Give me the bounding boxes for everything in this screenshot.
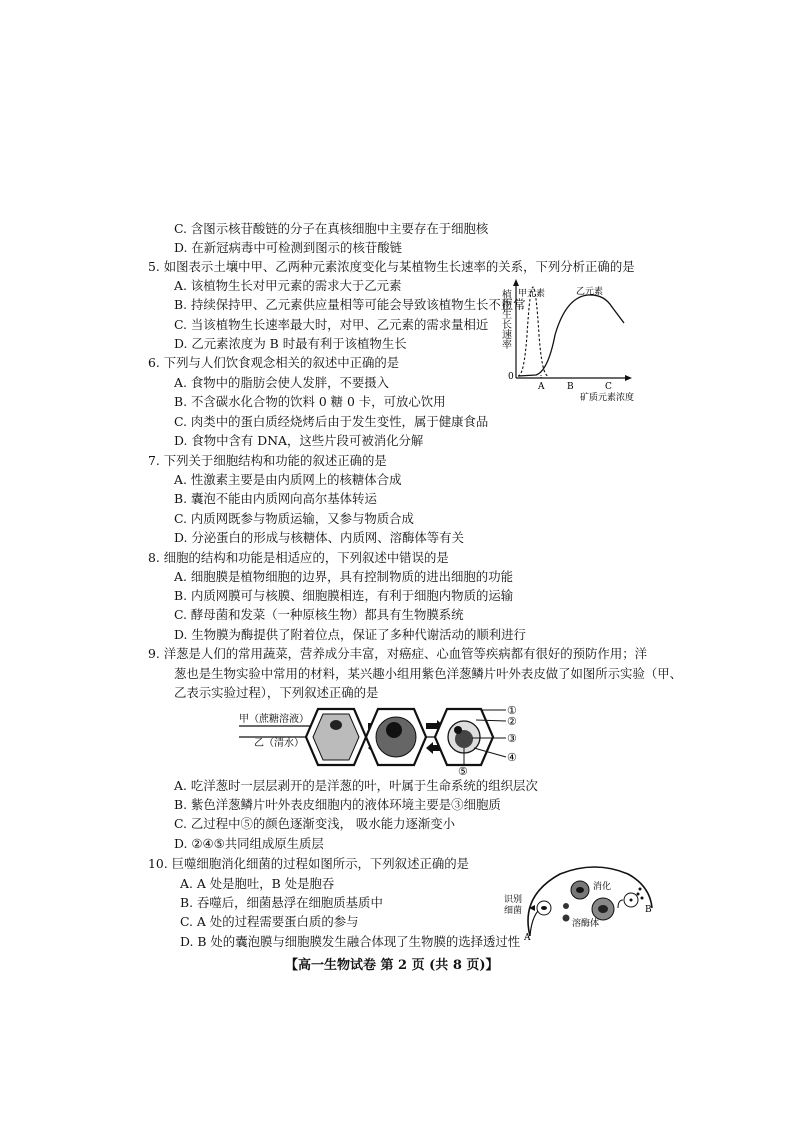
q9-option-d: D. ②④⑤共同组成原生质层: [174, 836, 324, 851]
q7-option-c: C. 内质网既参与物质运输，又参与物质合成: [174, 511, 414, 526]
figure-5-graph: [500, 275, 670, 405]
cell-2: [366, 709, 426, 765]
q7-option-d: D. 分泌蛋白的形成与核糖体、内质网、溶酶体等有关: [174, 530, 464, 545]
label-bacteria: 细菌: [504, 906, 523, 916]
q8-stem: 8. 细胞的结构和功能是相适应的，下列叙述中错误的是: [148, 550, 449, 565]
figure-10-macrophage: [500, 856, 665, 942]
page-footer: 【高一生物试卷 第 2 页 (共 8 页)】: [285, 958, 499, 973]
q5-option-a: A. 该植物生长对甲元素的需求大于乙元素: [174, 278, 402, 293]
marker-5: ⑤: [458, 765, 468, 776]
q10-option-d: D. B 处的囊泡膜与细胞膜发生融合体现了生物膜的选择透过性: [180, 934, 521, 949]
curve-jia-label: 甲元素: [518, 289, 546, 299]
q7-option-b: B. 囊泡不能由内质网向高尔基体转运: [174, 491, 377, 506]
label-yi: 乙（清水）: [254, 738, 304, 749]
tick-c: C: [605, 382, 612, 392]
q8-option-c: C. 酵母菌和发菜（一种原核生物）都具有生物膜系统: [174, 607, 464, 622]
marker-1: ①: [507, 704, 517, 717]
q8-option-b: B. 内质网膜可与核膜、细胞膜相连，有利于细胞内物质的运输: [174, 588, 514, 603]
y-axis-arrow: [513, 279, 519, 286]
q10-option-c: C. A 处的过程需要蛋白质的参与: [180, 914, 359, 929]
label-lysosome: 溶酶体: [572, 919, 600, 929]
q8-option-a: A. 细胞膜是植物细胞的边界，具有控制物质的进出细胞的功能: [174, 569, 513, 584]
lysosome-2: [563, 915, 570, 922]
origin-label: 0: [508, 372, 514, 382]
q9-option-b: B. 紫色洋葱鳞片叶外表皮细胞内的液体环境主要是③细胞质: [174, 797, 501, 812]
q8-option-d: D. 生物膜为酶提供了附着位点，保证了多种代谢活动的顺利进行: [174, 627, 526, 642]
q9-stem-line-2: 葱也是生物实验中常用的材料，某兴趣小组用紫色洋葱鳞片叶外表皮做了如图所示实验（甲、: [174, 666, 683, 681]
marker-4: ④: [507, 751, 517, 764]
q9-option-a: A. 吃洋葱时一层层剥开的是洋葱的叶，叶属于生命系统的组织层次: [174, 778, 538, 793]
curve-yi-label: 乙元素: [576, 287, 604, 297]
tick-b: B: [567, 382, 574, 392]
q5-stem: 5. 如图表示土壤中甲、乙两种元素浓度变化与某植物生长速率的关系，下列分析正确的是: [148, 259, 635, 274]
label-xiaohua: 消化: [593, 882, 612, 892]
q7-stem: 7. 下列关于细胞结构和功能的叙述正确的是: [148, 453, 387, 468]
cell-1: [306, 709, 366, 765]
q9-stem-line-3: 乙表示实验过程），下列叙述正确的是: [174, 685, 379, 700]
label-a: A: [524, 933, 531, 942]
label-shibie: 识别: [504, 895, 523, 905]
q5-option-b: B. 持续保持甲、乙元素供应量相等可能会导致该植物生长不正常: [174, 297, 526, 312]
curve-jia: [518, 287, 548, 376]
label-b: B: [645, 905, 652, 915]
lysosome-1: [563, 903, 569, 909]
q4-option-d: D. 在新冠病毒中可检测到图示的核苷酸链: [174, 240, 403, 255]
q6-option-b: B. 不含碳水化合物的饮料 0 糖 0 卡，可放心饮用: [174, 394, 446, 409]
q9-option-c: C. 乙过程中⑤的颜色逐渐变浅， 吸水能力逐渐变小: [174, 816, 456, 831]
marker-3: ③: [507, 732, 517, 745]
q7-option-a: A. 性激素主要是由内质网上的核糖体合成: [174, 472, 402, 487]
tick-a: A: [538, 382, 545, 392]
x-axis-arrow: [625, 375, 632, 381]
q10-option-a: A. A 处是胞吐，B 处是胞吞: [180, 876, 335, 891]
curve-yi: [518, 295, 624, 376]
y-axis-label: 植物生长速率: [500, 289, 511, 349]
q5-option-c: C. 当该植物生长速率最大时，对甲、乙元素的需求量相近: [174, 317, 489, 332]
q6-option-c: C. 肉类中的蛋白质经烧烤后由于发生变性，属于健康食品: [174, 414, 489, 429]
q6-stem: 6. 下列与人们饮食观念相关的叙述中正确的是: [148, 355, 400, 370]
q10-stem: 10. 巨噬细胞消化细菌的过程如图所示，下列叙述正确的是: [148, 856, 470, 871]
q10-option-b: B. 吞噬后，细菌悬浮在细胞质基质中: [180, 895, 383, 910]
figure-9-plasmolysis: [236, 700, 526, 776]
q4-option-c: C. 含图示核苷酸链的分子在真核细胞中主要存在于细胞核: [174, 221, 489, 236]
q6-option-a: A. 食物中的脂肪会使人发胖，不要摄入: [174, 375, 390, 390]
q5-option-d: D. 乙元素浓度为 B 时最有利于该植物生长: [174, 336, 407, 351]
q9-stem-line-1: 9. 洋葱是人们的常用蔬菜，营养成分丰富，对癌症、心血管等疾病都有很好的预防作用；洋: [148, 646, 647, 661]
label-jia: 甲（蔗糖溶液）: [239, 714, 309, 725]
q6-option-d: D. 食物中含有 DNA，这些片段可被消化分解: [174, 433, 424, 448]
x-axis-label: 矿质元素浓度: [580, 393, 635, 403]
marker-2: ②: [507, 715, 517, 728]
